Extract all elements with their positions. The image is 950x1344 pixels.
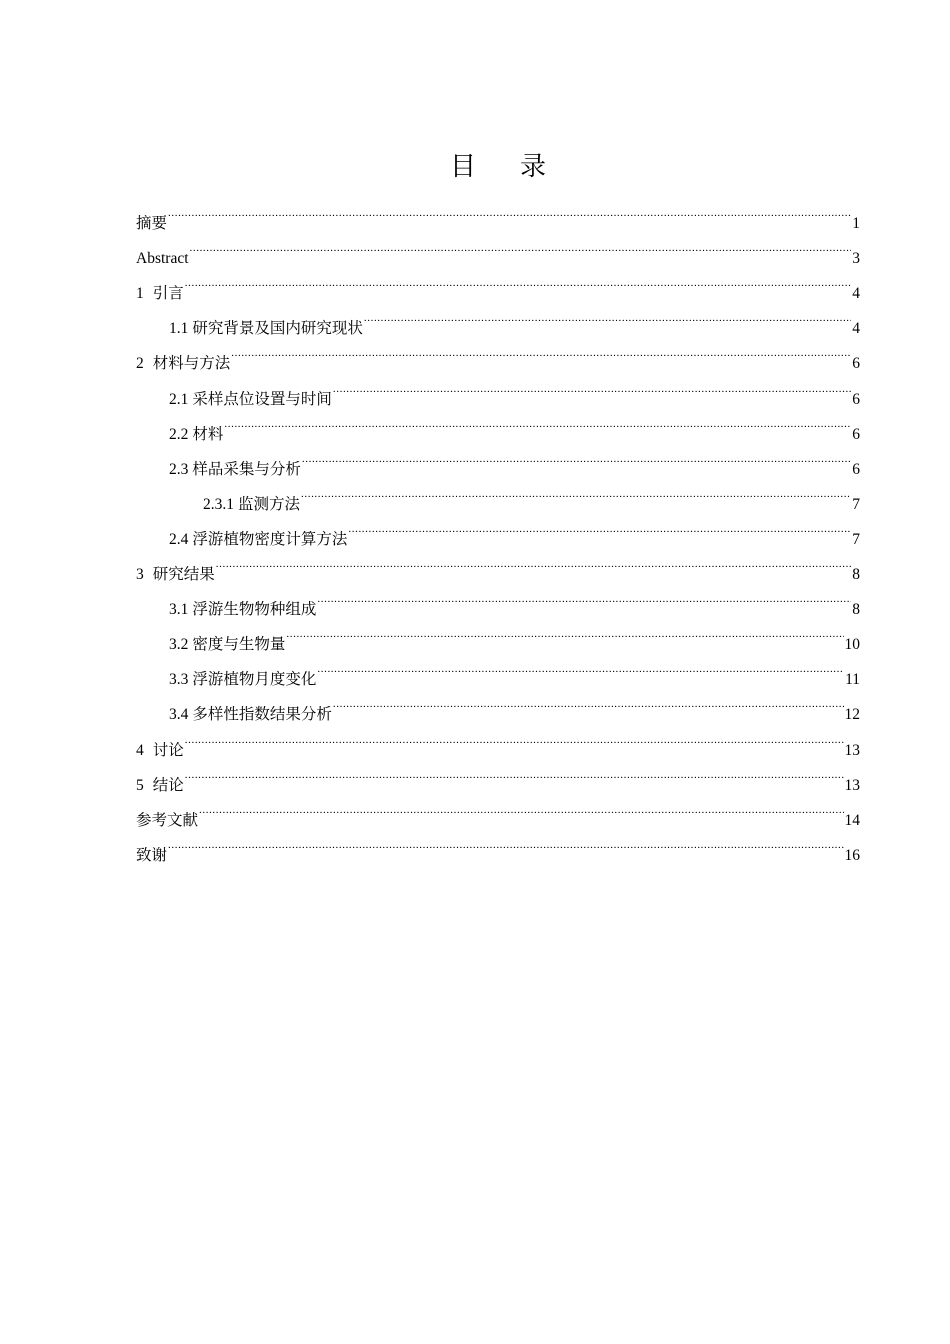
toc-entry[interactable]: [136, 439, 860, 478]
toc-entry[interactable]: [136, 544, 860, 584]
toc-dot-leader: [185, 755, 844, 790]
toc-dot-leader: [317, 649, 844, 684]
toc-entry[interactable]: [136, 825, 860, 864]
toc-entry-label: 监测方法: [238, 495, 301, 513]
toc-dot-leader: [185, 263, 851, 298]
toc-entry-page-number: 6: [852, 460, 860, 478]
toc-entry-number: 1: [136, 285, 144, 303]
toc-entry-label: 浮游植物密度计算方法: [192, 530, 348, 548]
toc-entry[interactable]: [136, 755, 860, 794]
toc-entry-label: 密度与生物量: [192, 636, 286, 654]
toc-entry-label: 浮游生物物种组成: [192, 601, 317, 619]
toc-entry-label: 参考文献: [136, 811, 199, 829]
toc-entry-page-number: 6: [852, 355, 860, 373]
toc-dot-leader: [333, 368, 851, 403]
toc-entry-label: 研究结果: [152, 566, 215, 584]
toc-entry-label: 浮游植物月度变化: [192, 671, 317, 689]
toc-entry-label: 样品采集与分析: [192, 460, 301, 478]
toc-entry-page-number: 12: [844, 706, 860, 724]
toc-entry-label: 讨论: [152, 741, 184, 759]
toc-entry[interactable]: [136, 368, 860, 408]
toc-entry-label: 引言: [152, 285, 184, 303]
toc-entry-number: 2.3.1: [203, 495, 234, 513]
toc-entry-number: 2.3: [169, 460, 189, 478]
toc-entry-page-number: 7: [852, 495, 860, 513]
toc-dot-leader: [301, 474, 851, 509]
toc-entry-page-number: 8: [852, 566, 860, 584]
toc-entry-page-number: 13: [844, 776, 860, 794]
toc-dot-leader: [168, 193, 851, 228]
toc-entry-number: 1.1: [169, 320, 189, 338]
toc-entry-number: 3: [136, 566, 144, 584]
toc-entry-label: 致谢: [136, 846, 168, 864]
toc-dot-leader: [286, 614, 843, 649]
toc-entry-number: 3.4: [169, 706, 189, 724]
toc-entry-number: 3.2: [169, 636, 189, 654]
toc-title-char-1: 目: [449, 152, 476, 182]
toc-entry-page-number: 1: [852, 215, 860, 233]
toc-entry[interactable]: [136, 228, 860, 268]
table-of-contents: [136, 193, 860, 864]
toc-dot-leader: [333, 684, 844, 719]
toc-entry-page-number: 4: [852, 320, 860, 338]
toc-dot-leader: [364, 298, 851, 333]
toc-entry[interactable]: [136, 719, 860, 759]
toc-dot-leader: [348, 509, 851, 544]
toc-entry-page-number: 8: [852, 601, 860, 619]
toc-entry-number: 5: [136, 776, 144, 794]
toc-entry-page-number: 13: [844, 741, 860, 759]
toc-entry-label: 采样点位设置与时间: [192, 390, 332, 408]
toc-entry-page-number: 10: [844, 636, 860, 654]
toc-entry-page-number: 3: [852, 250, 860, 268]
toc-dot-leader: [168, 825, 843, 860]
toc-entry-label: 多样性指数结果分析: [192, 706, 332, 724]
toc-dot-leader: [302, 439, 851, 474]
toc-dot-leader: [224, 404, 851, 439]
toc-entry-label: 材料与方法: [152, 355, 231, 373]
toc-title-char-2: 录: [520, 152, 547, 182]
toc-entry-label: 结论: [152, 776, 184, 794]
toc-entry[interactable]: [136, 333, 860, 373]
toc-dot-leader: [185, 719, 844, 754]
toc-entry-label: 摘要: [136, 215, 168, 233]
toc-entry[interactable]: [136, 790, 860, 829]
toc-entry-label: Abstract: [136, 250, 189, 268]
toc-entry-number: 2.1: [169, 390, 189, 408]
toc-entry-page-number: 4: [852, 285, 860, 303]
toc-entry[interactable]: [136, 404, 860, 443]
toc-entry-number: 2: [136, 355, 144, 373]
toc-entry[interactable]: [136, 193, 860, 233]
toc-entry-page-number: 16: [844, 846, 860, 864]
toc-entry-page-number: 11: [845, 671, 860, 689]
toc-entry-page-number: 6: [852, 390, 860, 408]
toc-entry-page-number: 6: [852, 425, 860, 443]
toc-dot-leader: [317, 579, 851, 614]
toc-entry-label: 材料: [192, 425, 224, 443]
toc-entry-number: 2.4: [169, 530, 189, 548]
toc-dot-leader: [199, 790, 843, 825]
toc-entry-number: 2.2: [169, 425, 189, 443]
toc-dot-leader: [190, 228, 852, 263]
toc-dot-leader: [216, 544, 851, 579]
toc-entry-label: 研究背景及国内研究现状: [192, 320, 363, 338]
toc-dot-leader: [231, 333, 851, 368]
toc-entry[interactable]: [136, 298, 860, 338]
toc-entry-page-number: 7: [852, 530, 860, 548]
toc-entry-number: 3.1: [169, 601, 189, 619]
toc-entry[interactable]: [136, 579, 860, 619]
toc-entry-page-number: 14: [844, 811, 860, 829]
toc-entry-number: 3.3: [169, 671, 189, 689]
toc-entry-number: 4: [136, 741, 144, 759]
toc-entry[interactable]: [136, 263, 860, 303]
toc-title: [0, 146, 950, 183]
